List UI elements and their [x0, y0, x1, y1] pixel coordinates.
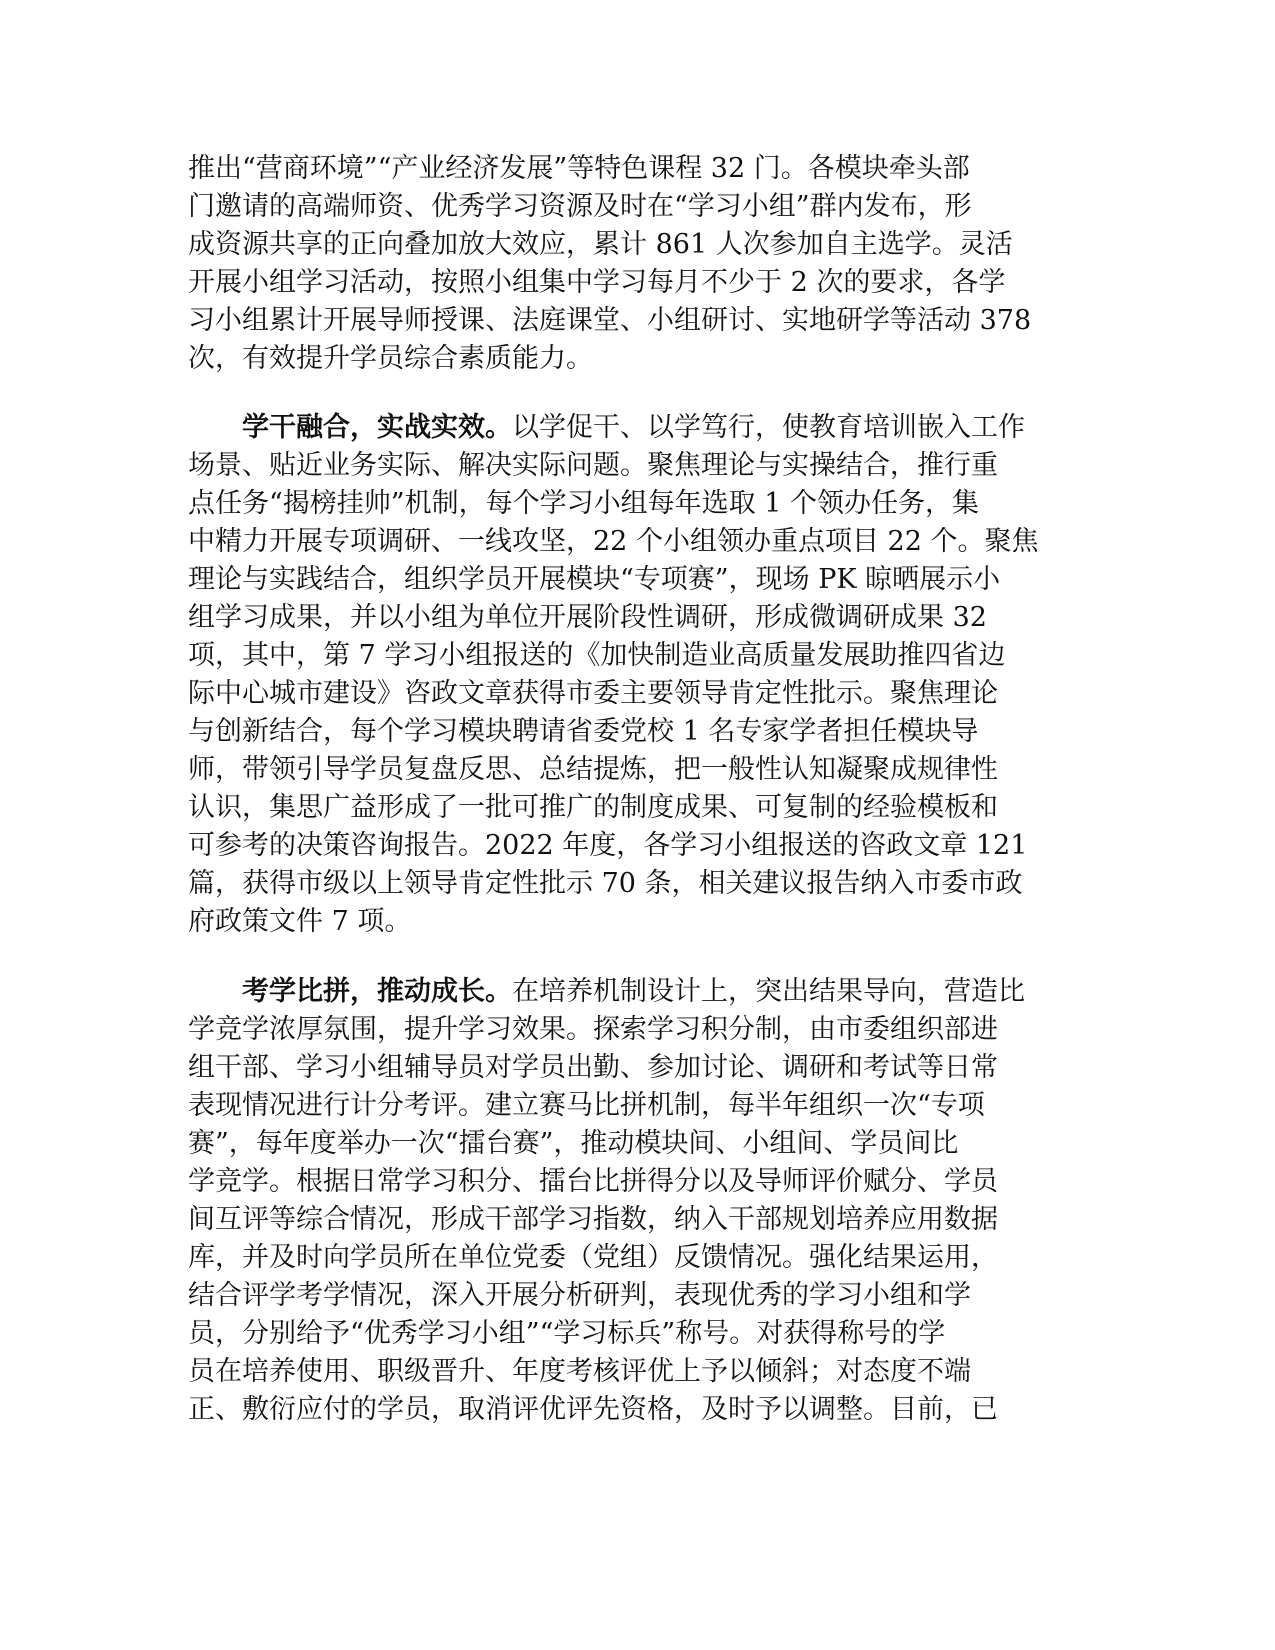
paragraph-exam-competition: [188, 973, 1068, 1429]
text-line: 赛”，每年度举办一次“擂台赛”，推动模块间、小组间、学员间比: [188, 1128, 959, 1159]
paragraph-study-practice: [188, 409, 1068, 941]
text-line: 可参考的决策咨询报告。2022 年度，各学习小组报送的咨政文章 121: [188, 830, 1028, 861]
text-line: 正、敷衍应付的学员，取消评优评先资格，及时予以调整。目前，已: [188, 1394, 998, 1425]
text-line: 推出“营商环境”“产业经济发展”等特色课程 32 门。各模块牵头部: [188, 153, 970, 184]
text-line: 成资源共享的正向叠加放大效应，累计 861 人次参加自主选学。灵活: [188, 229, 1013, 260]
paragraph-lead-heading: 学干融合，实战实效。: [242, 412, 512, 443]
text-line: 学竞学。根据日常学习积分、擂台比拼得分以及导师评价赋分、学员: [188, 1166, 998, 1197]
text-line: 间互评等综合情况，形成干部学习指数，纳入干部规划培养应用数据: [188, 1204, 998, 1235]
text-line: 认识，集思广益形成了一批可推广的制度成果、可复制的经验模板和: [188, 792, 998, 823]
text-line-rest: 在培养机制设计上，突出结果导向，营造比: [512, 976, 1025, 1007]
text-line: 员，分别给予“优秀学习小组”“学习标兵”称号。对获得称号的学: [188, 1318, 946, 1349]
text-line: 点任务“揭榜挂帅”机制，每个学习小组每年选取 1 个领办任务，集: [188, 488, 979, 519]
text-line: 次，有效提升学员综合素质能力。: [188, 343, 593, 374]
text-line: 库，并及时向学员所在单位党委（党组）反馈情况。强化结果运用，: [188, 1242, 998, 1273]
text-line: 理论与实践结合，组织学员开展模块“专项赛”，现场 PK 晾晒展示小: [188, 564, 1001, 595]
text-line: 开展小组学习活动，按照小组集中学习每月不少于 2 次的要求，各学: [188, 267, 1006, 298]
text-line: 师，带领引导学员复盘反思、总结提炼，把一般性认知凝聚成规律性: [188, 754, 998, 785]
text-line: 际中心城市建设》咨政文章获得市委主要领导肯定性批示。聚焦理论: [188, 678, 998, 709]
text-line-rest: 以学促干、以学笃行，使教育培训嵌入工作: [512, 412, 1025, 443]
text-line-first: [188, 409, 1068, 447]
text-line: 组干部、学习小组辅导员对学员出勤、参加讨论、调研和考试等日常: [188, 1052, 998, 1083]
text-line-first: [188, 973, 1068, 1011]
text-line: 门邀请的高端师资、优秀学习资源及时在“学习小组”群内发布，形: [188, 191, 972, 222]
text-line: 中精力开展专项调研、一线攻坚，22 个小组领办重点项目 22 个。聚焦: [188, 526, 1039, 557]
text-line: 府政策文件 7 项。: [188, 906, 412, 937]
text-line: 习小组累计开展导师授课、法庭课堂、小组研讨、实地研学等活动 378: [188, 305, 1032, 336]
text-line: 与创新结合，每个学习模块聘请省委党校 1 名专家学者担任模块导: [188, 716, 979, 747]
paragraph-lead-heading: 考学比拼，推动成长。: [242, 976, 512, 1007]
text-line: 场景、贴近业务实际、解决实际问题。聚焦理论与实操结合，推行重: [188, 450, 998, 481]
paragraph-course-resources: [188, 150, 1068, 378]
text-line: 项，其中，第 7 学习小组报送的《加快制造业高质量发展助推四省边: [188, 640, 1006, 671]
text-line: 员在培养使用、职级晋升、年度考核评优上予以倾斜；对态度不端: [188, 1356, 971, 1387]
text-line: 表现情况进行计分考评。建立赛马比拼机制，每半年组织一次“专项: [188, 1090, 985, 1121]
text-line: 篇，获得市级以上领导肯定性批示 70 条，相关建议报告纳入市委市政: [188, 868, 1023, 899]
text-line: 组学习成果，并以小组为单位开展阶段性调研，形成微调研成果 32: [188, 602, 987, 633]
text-line: 结合评学考学情况，深入开展分析研判，表现优秀的学习小组和学: [188, 1280, 971, 1311]
text-line: 学竞学浓厚氛围，提升学习效果。探索学习积分制，由市委组织部进: [188, 1014, 998, 1045]
